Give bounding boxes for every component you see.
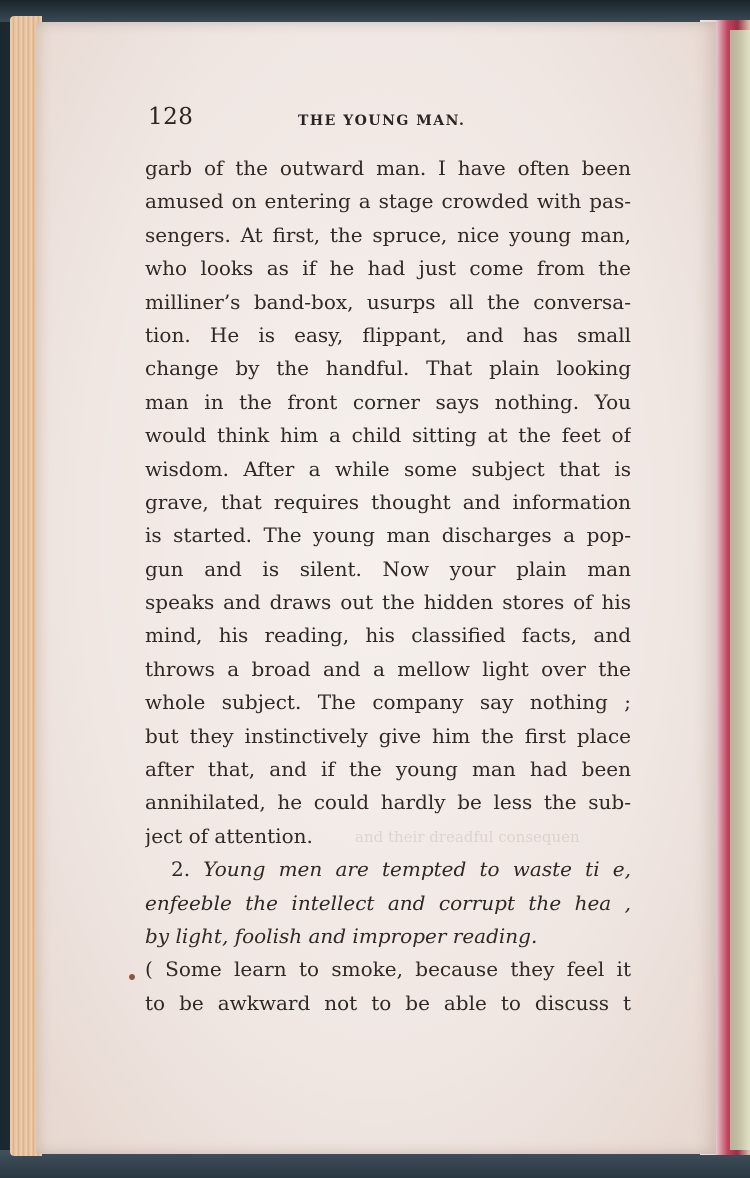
text-line: is started. The young man discharges a pop- — [145, 523, 631, 548]
note-line: ( Some learn to smoke, because they feel it — [145, 957, 631, 982]
cover-board-bottom — [0, 1150, 750, 1178]
margin-mark — [129, 974, 135, 980]
cover-board-top — [0, 0, 750, 22]
text-line: milliner’s band-box, usurps all the conversa- — [145, 289, 631, 314]
text-line: sengers. At first, the spruce, nice young man, — [145, 222, 631, 247]
text-line: change by the handful. That plain looking — [145, 356, 631, 381]
text-line: ject of attention. — [145, 823, 313, 848]
running-head: THE YOUNG MAN. — [298, 113, 466, 129]
text-line: but they instinctively give him the first place — [145, 723, 631, 748]
note-line: to be awkward not to be able to discuss t — [145, 990, 631, 1015]
text-line: after that, and if the young man had been — [145, 757, 631, 782]
text-line: annihilated, he could hardly be less the sub- — [145, 790, 631, 815]
text-line: who looks as if he had just come from the — [145, 256, 631, 281]
facing-page-margin — [730, 30, 750, 1150]
section-2-heading-line — [145, 853, 631, 886]
text-line: man in the front corner says nothing. You — [145, 389, 631, 414]
text-line: tion. He is easy, flippant, and has small — [145, 322, 631, 347]
text-line: gun and is silent. Now your plain man — [145, 556, 631, 581]
text-line: whole subject. The company say nothing ; — [145, 690, 631, 715]
text-line: garb of the outward man. I have often been — [145, 156, 631, 180]
text-line: speaks and draws out the hidden stores of his — [145, 590, 631, 615]
section-number: 2. — [171, 857, 191, 882]
text-line: mind, his reading, his classified facts, and — [145, 623, 631, 648]
page-header — [148, 104, 632, 138]
section-2-line: enfeeble the intellect and corrupt the hea , — [145, 890, 631, 915]
text-line: grave, that requires thought and information — [145, 489, 631, 514]
body-text — [145, 152, 631, 1020]
text-line: throws a broad and a mellow light over the — [145, 656, 631, 681]
section-2-line: by light, foolish and improper reading. — [145, 923, 538, 948]
text-line: would think him a child sitting at the feet of — [145, 423, 631, 448]
bleed-through-text: and their dreadful consequen — [355, 828, 580, 846]
text-line: wisdom. After a while some subject that is — [145, 456, 631, 481]
section-2-title: Young men are tempted to waste ti e, — [203, 857, 631, 882]
page-number: 128 — [148, 104, 194, 130]
text-line: amused on entering a stage crowded with pas- — [145, 189, 631, 214]
